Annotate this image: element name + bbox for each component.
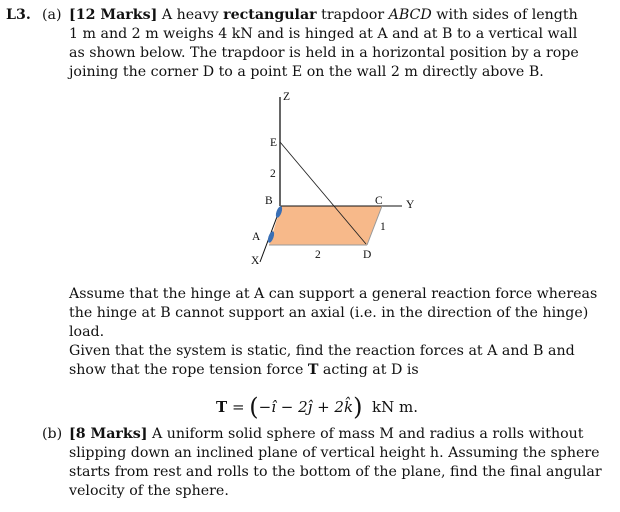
label-dimension-1: 1: [380, 221, 386, 233]
label-b: B: [265, 195, 273, 207]
question-number: L3.: [6, 7, 31, 23]
label-x: X: [251, 255, 260, 267]
eq-units: kN m.: [371, 398, 418, 416]
label-z: Z: [283, 91, 291, 103]
para3-line-2: [69, 361, 566, 380]
part-a-label: (a): [42, 7, 62, 23]
para3-line-1: Given that the system is static, find the reaction forces at A and B and: [69, 343, 575, 359]
para2-line-2: the hinge at B cannot support an axial (i.e. in the direction of the hinge): [69, 305, 589, 321]
emphasis: rectangular: [223, 7, 317, 23]
eq-lhs: T: [216, 398, 228, 416]
label-e: E: [270, 137, 278, 149]
text: with sides of length: [431, 7, 578, 23]
part-b-line-2: slipping down an inclined plane of vertical height h. Assuming the sphere: [69, 445, 600, 461]
text: show that the rope tension force: [69, 362, 304, 378]
part-b-line-4: velocity of the sphere.: [69, 483, 229, 499]
part-a-line-3: as shown below. The trapdoor is held in a horizontal position by a rope: [69, 45, 579, 61]
label-dimension-2-horizontal: 2: [315, 249, 321, 261]
text: A uniform solid sphere of mass M and radius a rolls without: [147, 426, 584, 442]
eq-vector: −î − 2ĵ + 2k̂: [258, 398, 354, 416]
marks: [12 Marks]: [69, 7, 158, 23]
text: trapdoor: [316, 7, 389, 23]
label-a: A: [252, 231, 261, 243]
part-b-label: (b): [42, 426, 63, 442]
text: A heavy: [157, 7, 224, 23]
part-a-line-2: 1 m and 2 m weighs 4 kN and is hinged at A and at B to a vertical wall: [69, 26, 578, 42]
label-c: C: [375, 195, 383, 207]
para2-line-3: load.: [69, 324, 105, 340]
eq-sign: =: [227, 398, 250, 416]
part-b-line-1: [69, 425, 584, 444]
math: ABCD: [388, 7, 432, 23]
label-y: Y: [406, 199, 415, 211]
part-a-line-4: joining the corner D to a point E on the wall 2 m directly above B.: [69, 64, 544, 80]
label-dimension-2-vertical: 2: [270, 168, 276, 180]
marks: [8 Marks]: [69, 426, 148, 442]
trapdoor-plate: [269, 206, 382, 245]
label-d: D: [363, 249, 372, 261]
part-b-line-3: starts from rest and rolls to the bottom of the plane, find the final angular: [69, 464, 602, 480]
tension-symbol: T: [307, 362, 319, 378]
text: acting at D is: [318, 362, 419, 378]
para2-line-1: Assume that the hinge at A can support a general reaction force whereas: [69, 286, 598, 302]
tension-equation: T = (−î − 2ĵ + 2k̂) kN m.: [216, 393, 418, 421]
